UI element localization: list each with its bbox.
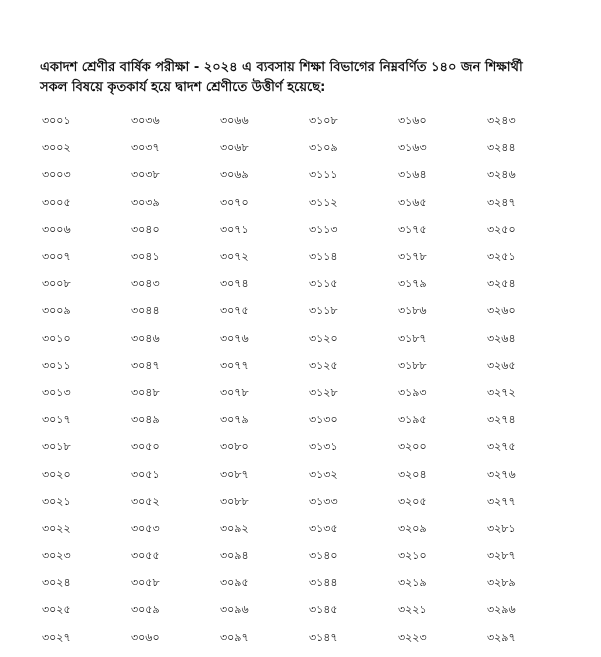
roll-number: ৩১১৪ (309, 250, 338, 264)
roll-number: ৩০০৫ (42, 195, 71, 209)
roll-number: ৩২৭৪ (487, 413, 516, 427)
roll-number: ৩২৫০ (487, 222, 516, 236)
roll-number: ৩০৫৮ (131, 576, 160, 590)
roll-number: ৩০৮৮ (220, 494, 249, 508)
roll-number: ৩০০৯ (42, 304, 71, 318)
roll-number: ৩২৯৬ (487, 603, 516, 617)
roll-number: ৩০৭৪ (220, 277, 249, 291)
roll-number: ৩০০৭ (42, 250, 71, 264)
roll-number: ৩১৭৫ (398, 222, 427, 236)
roll-row (42, 461, 576, 488)
roll-number: ৩০৯৫ (220, 576, 249, 590)
roll-number: ৩০১৭ (42, 413, 71, 427)
roll-number: ৩১৪৭ (309, 630, 338, 644)
roll-number: ৩০৫৯ (131, 603, 160, 617)
roll-number: ৩১৩২ (309, 467, 338, 481)
roll-row (42, 217, 576, 244)
roll-row (42, 162, 576, 189)
roll-number: ৩০৪৭ (131, 358, 160, 372)
roll-row (42, 135, 576, 162)
roll-number: ৩০২০ (42, 467, 71, 481)
roll-number: ৩০৩৬ (131, 114, 160, 128)
roll-number: ৩১৩০ (309, 413, 338, 427)
roll-row (42, 190, 576, 217)
roll-number: ৩১৩৩ (309, 494, 338, 508)
roll-number: ৩০৯৪ (220, 549, 249, 563)
roll-number: ৩১১২ (309, 195, 338, 209)
roll-row (42, 597, 576, 624)
roll-number: ৩১২৫ (309, 358, 338, 372)
roll-number: ৩২৪৪ (487, 141, 516, 155)
roll-number: ৩১১৮ (309, 304, 338, 318)
heading-line-2: সকল বিষয়ে কৃতকার্য হয়ে দ্বাদশ শ্রেণীতে উত্তীর্ণ হয়েছে: (40, 80, 326, 95)
roll-number: ৩০৮০ (220, 440, 249, 454)
roll-number: ৩০১১ (42, 358, 71, 372)
roll-row (42, 516, 576, 543)
roll-number: ৩০২৩ (42, 549, 71, 563)
roll-number: ৩০১৮ (42, 440, 71, 454)
roll-row (42, 326, 576, 353)
roll-number: ৩১৬০ (398, 114, 427, 128)
roll-number: ৩২৪৩ (487, 114, 516, 128)
roll-number: ৩০২৪ (42, 576, 71, 590)
roll-number: ৩০৪৩ (131, 277, 160, 291)
roll-number: ৩২৪৭ (487, 195, 516, 209)
roll-number: ৩২৮৯ (487, 576, 516, 590)
roll-number: ৩১৭৮ (398, 250, 427, 264)
roll-number: ৩০৯২ (220, 521, 249, 535)
roll-number: ৩১৩১ (309, 440, 338, 454)
roll-row (42, 353, 576, 380)
roll-number: ৩২৬০ (487, 304, 516, 318)
roll-number: ৩১৮৬ (398, 304, 427, 318)
roll-number: ৩১৯৩ (398, 385, 427, 399)
roll-number: ৩২৮১ (487, 521, 516, 535)
roll-number: ৩০০৩ (42, 168, 71, 182)
roll-number: ৩১১৫ (309, 277, 338, 291)
roll-number: ৩০৫২ (131, 494, 160, 508)
roll-number: ৩১৮৮ (398, 358, 427, 372)
roll-number: ৩০৪৯ (131, 413, 160, 427)
roll-row (42, 543, 576, 570)
roll-number: ৩০২২ (42, 521, 71, 535)
roll-number: ৩০৪৮ (131, 385, 160, 399)
roll-number: ৩০৪৪ (131, 304, 160, 318)
roll-number: ৩১২৮ (309, 385, 338, 399)
roll-number: ৩১৮৭ (398, 331, 427, 345)
roll-number: ৩০৪৬ (131, 331, 160, 345)
roll-number: ৩২৮৭ (487, 549, 516, 563)
heading-line-1: একাদশ শ্রেণীর বার্ষিক পরীক্ষা - ২০২৪ এ ব্যবসায় শিক্ষা বিভাগের নিম্নবর্ণিত ১৪০ জন শিক্ষার্থী (40, 60, 523, 75)
roll-number: ৩০৩৮ (131, 168, 160, 182)
roll-number: ৩০৩৭ (131, 141, 160, 155)
roll-number: ৩২৫১ (487, 250, 516, 264)
roll-number: ৩২৬৪ (487, 331, 516, 345)
roll-number: ৩০৩৯ (131, 195, 160, 209)
roll-number: ৩০১০ (42, 331, 71, 345)
roll-number: ৩১৬৩ (398, 141, 427, 155)
roll-number: ৩২৫৪ (487, 277, 516, 291)
roll-number: ৩২০৪ (398, 467, 427, 481)
roll-row (42, 489, 576, 516)
roll-number: ৩২৭২ (487, 385, 516, 399)
roll-number: ৩১১১ (309, 168, 338, 182)
roll-number: ৩০১৩ (42, 385, 71, 399)
roll-number: ৩০৭১ (220, 222, 249, 236)
roll-row (42, 271, 576, 298)
roll-number: ৩০৪০ (131, 222, 160, 236)
roll-number: ৩১৪৪ (309, 576, 338, 590)
roll-number: ৩০৫৫ (131, 549, 160, 563)
roll-number: ৩২২৩ (398, 630, 427, 644)
roll-row (42, 570, 576, 597)
roll-row (42, 298, 576, 325)
roll-number: ৩১১৩ (309, 222, 338, 236)
roll-number: ৩০৬০ (131, 630, 160, 644)
roll-number: ৩০৫০ (131, 440, 160, 454)
roll-number: ৩২৬৫ (487, 358, 516, 372)
roll-row (42, 434, 576, 461)
page-heading (40, 58, 580, 98)
roll-number: ৩০৯৭ (220, 630, 249, 644)
roll-number: ৩২৭৭ (487, 494, 516, 508)
roll-number: ৩২৭৫ (487, 440, 516, 454)
roll-number: ৩০২৫ (42, 603, 71, 617)
roll-number: ৩০৬৮ (220, 141, 249, 155)
roll-number: ৩০৭০ (220, 195, 249, 209)
roll-number: ৩১৩৫ (309, 521, 338, 535)
roll-number: ৩১২০ (309, 331, 338, 345)
roll-number: ৩০৪১ (131, 250, 160, 264)
roll-number: ৩০৮৭ (220, 467, 249, 481)
roll-number: ৩০৯৬ (220, 603, 249, 617)
roll-number: ৩০৬৯ (220, 168, 249, 182)
roll-number: ৩০২১ (42, 494, 71, 508)
roll-row (42, 625, 576, 652)
roll-number: ৩০৫১ (131, 467, 160, 481)
roll-number: ৩২৯৭ (487, 630, 516, 644)
roll-number: ৩০৭৯ (220, 413, 249, 427)
roll-number: ৩২৪৬ (487, 168, 516, 182)
roll-number: ৩০৫৩ (131, 521, 160, 535)
roll-number: ৩০৬৬ (220, 114, 249, 128)
roll-number: ৩২০৯ (398, 521, 427, 535)
roll-number: ৩১৭৯ (398, 277, 427, 291)
roll-number: ৩০৭৮ (220, 385, 249, 399)
roll-number: ৩১৯৫ (398, 413, 427, 427)
roll-number: ৩২১০ (398, 549, 427, 563)
roll-number: ৩২১৯ (398, 576, 427, 590)
roll-row (42, 380, 576, 407)
roll-number: ৩০০১ (42, 114, 71, 128)
roll-number: ৩০০৮ (42, 277, 71, 291)
roll-row (42, 407, 576, 434)
roll-number: ৩০৭৭ (220, 358, 249, 372)
roll-number: ৩১৬৪ (398, 168, 427, 182)
roll-number: ৩২০০ (398, 440, 427, 454)
roll-number: ৩২০৫ (398, 494, 427, 508)
roll-number: ৩১৬৫ (398, 195, 427, 209)
roll-row (42, 244, 576, 271)
roll-number: ৩০২৭ (42, 630, 71, 644)
roll-number: ৩১০৯ (309, 141, 338, 155)
roll-row (42, 108, 576, 135)
roll-number: ৩২২১ (398, 603, 427, 617)
roll-number: ৩০৭২ (220, 250, 249, 264)
roll-number-grid (42, 108, 576, 652)
roll-number: ৩০৭৫ (220, 304, 249, 318)
roll-number: ৩২৭৬ (487, 467, 516, 481)
roll-number: ৩১৪০ (309, 549, 338, 563)
roll-number: ৩০০৬ (42, 222, 71, 236)
roll-number: ৩০৭৬ (220, 331, 249, 345)
roll-number: ৩০০২ (42, 141, 71, 155)
roll-number: ৩১০৮ (309, 114, 338, 128)
roll-number: ৩১৪৫ (309, 603, 338, 617)
